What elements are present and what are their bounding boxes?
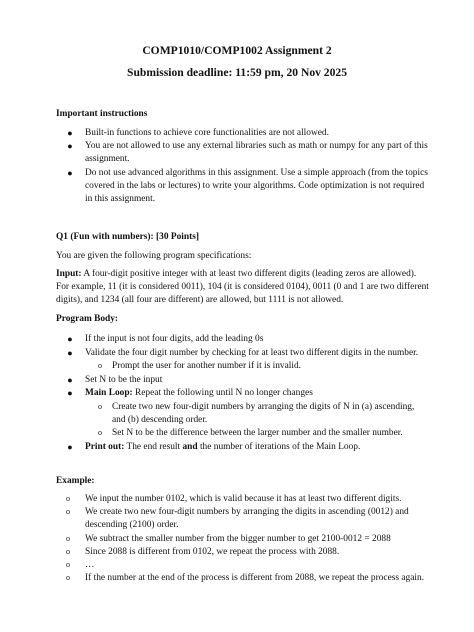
list-item-text: We input the number 0102, which is valid because it has at least two different digits. bbox=[85, 494, 402, 504]
bullet-icon: ● bbox=[67, 128, 73, 138]
bullet-icon: ● bbox=[67, 168, 73, 178]
list-item-text: … bbox=[85, 560, 95, 570]
list-item-text: covered in the labs or lectures) to write your algorithms. Code optimization is not required bbox=[85, 181, 425, 191]
print-out-label: Print out: bbox=[85, 442, 125, 452]
list-item-text: Prompt the user for another number if it is invalid. bbox=[112, 361, 302, 371]
list-item-text: Validate the four digit number by checking for at least two different digits in the number. bbox=[85, 348, 419, 358]
list-item-text: Repeat the following until N no longer changes bbox=[132, 388, 313, 398]
q1-intro: You are given the following program specifications: bbox=[56, 251, 252, 261]
instructions-heading: Important instructions bbox=[56, 109, 148, 119]
input-text: For example, 11 (it is considered 0011), 104 (it is considered 0104), 0011 (0 and 1 are two different bbox=[56, 282, 429, 292]
list-item-text: assignment. bbox=[85, 154, 130, 164]
example-heading: Example: bbox=[56, 476, 95, 486]
circle-bullet-icon: o bbox=[66, 507, 70, 516]
bullet-icon: ● bbox=[67, 375, 73, 385]
bullet-icon: ● bbox=[67, 442, 73, 452]
list-item-text: You are not allowed to use any external libraries such as math or numpy for any part of this bbox=[85, 141, 428, 151]
list-item-text: Set N to be the difference between the larger number and the smaller number. bbox=[112, 428, 403, 438]
list-item-text: the number of iterations of the Main Loop. bbox=[197, 442, 361, 452]
list-item-text: in this assignment. bbox=[85, 194, 156, 204]
list-item-text: and (b) descending order. bbox=[112, 415, 208, 425]
bullet-icon: ● bbox=[67, 141, 73, 151]
circle-bullet-icon: o bbox=[66, 534, 70, 543]
q1-heading: Q1 (Fun with numbers): [30 Points] bbox=[56, 232, 199, 242]
circle-bullet-icon: o bbox=[98, 361, 102, 370]
list-item-text: If the number at the end of the process is different from 2088, we repeat the process again. bbox=[85, 573, 425, 583]
bullet-icon: ● bbox=[67, 348, 73, 358]
list-item-text: If the input is not four digits, add the leading 0s bbox=[85, 334, 264, 344]
circle-bullet-icon: o bbox=[66, 494, 70, 503]
input-text: A four-digit positive integer with at least two different digits (leading zeros are allowed). bbox=[81, 269, 417, 279]
circle-bullet-icon: o bbox=[98, 402, 102, 411]
circle-bullet-icon: o bbox=[66, 560, 70, 569]
program-body-heading: Program Body: bbox=[56, 314, 119, 324]
submission-deadline: Submission deadline: 11:59 pm, 20 Nov 2025 bbox=[127, 66, 347, 79]
list-item-text: Set N to be the input bbox=[85, 375, 163, 385]
circle-bullet-icon: o bbox=[66, 573, 70, 582]
main-loop-label: Main Loop: bbox=[85, 388, 133, 398]
list-item-text: Built-in functions to achieve core functionalities are not allowed. bbox=[85, 128, 329, 138]
bullet-icon: ● bbox=[67, 334, 73, 344]
circle-bullet-icon: o bbox=[98, 428, 102, 437]
input-text: digits), and 1234 (all four are different) are allowed, but 1111 is not allowed. bbox=[56, 295, 344, 305]
bullet-icon: ● bbox=[67, 388, 73, 398]
list-item-text: We subtract the smaller number from the bigger number to get 2100-0012 = 2088 bbox=[85, 534, 391, 544]
list-item-text: Create two new four-digit numbers by arranging the digits of N in (a) ascending, bbox=[112, 402, 415, 412]
document-title: COMP1010/COMP1002 Assignment 2 bbox=[142, 44, 332, 57]
input-label: Input: bbox=[56, 269, 82, 279]
list-item-text: We create two new four-digit numbers by arranging the digits in ascending (0012) and bbox=[85, 507, 409, 517]
circle-bullet-icon: o bbox=[66, 547, 70, 556]
and-emphasis: and bbox=[182, 442, 198, 452]
list-item-text: Since 2088 is different from 0102, we repeat the process with 2088. bbox=[85, 547, 340, 557]
list-item-text: Do not use advanced algorithms in this assignment. Use a simple approach (from the topics bbox=[85, 168, 428, 178]
list-item-text: The end result bbox=[124, 442, 183, 452]
list-item-text: descending (2100) order. bbox=[85, 520, 179, 530]
